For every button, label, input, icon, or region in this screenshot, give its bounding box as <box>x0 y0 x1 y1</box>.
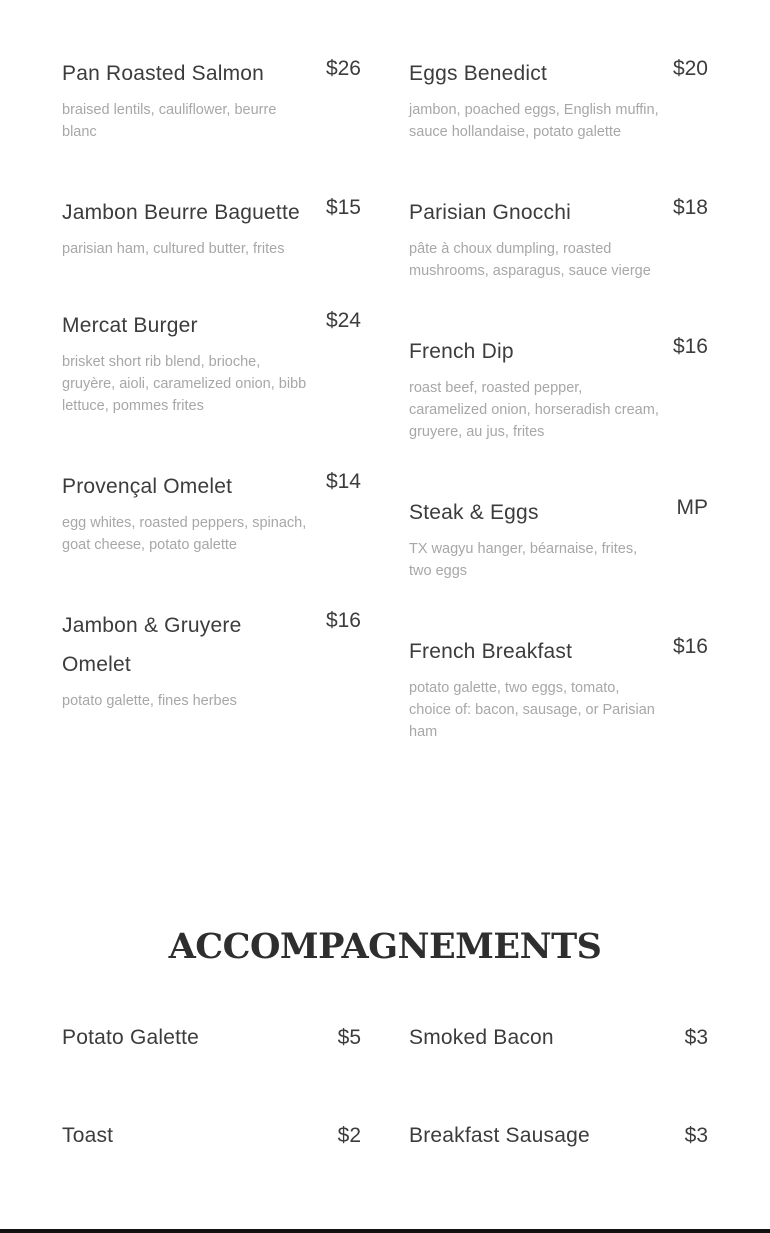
sides-right-column <box>409 1020 708 1216</box>
menu-item-header <box>409 632 708 671</box>
menu-item-description: jambon, poached eggs, English muffin, sauce hollandaise, potato galette <box>409 102 659 140</box>
menu-item-price: $15 <box>325 196 361 219</box>
menu-item <box>62 606 361 712</box>
section-title-accompagnements: ACCOMPAGNEMENTS <box>168 926 602 967</box>
menu-item-name: Steak & Eggs <box>409 501 539 524</box>
menu-item-description: braised lentils, cauliflower, beurre blanc <box>62 102 277 140</box>
menu-item-price: $24 <box>325 309 361 332</box>
menu-item-description: roast beef, roasted pepper, caramelized onion, horseradish cream, gruyere, au jus, frites <box>409 380 659 440</box>
menu-item-name: Parisian Gnocchi <box>409 201 571 224</box>
menu-item <box>62 467 361 556</box>
side-item <box>409 1020 708 1118</box>
menu-item-name: French Dip <box>409 340 514 363</box>
menu-item-description: potato galette, two eggs, tomato, choice of: bacon, sausage, or Parisian ham <box>409 680 655 740</box>
side-item-price: $5 <box>337 1026 361 1049</box>
menu-item-description: brisket short rib blend, brioche, gruyère, aioli, caramelized onion, bibb lettuce, pommes frites <box>62 354 307 414</box>
menu-item-name: Jambon Beurre Baguette <box>62 201 300 224</box>
menu-item <box>409 193 708 282</box>
menu-item-price: $18 <box>672 196 708 219</box>
side-item <box>62 1118 361 1216</box>
menu-item <box>62 306 361 417</box>
side-item-price: $3 <box>684 1026 708 1049</box>
side-item <box>62 1020 361 1118</box>
menu-item <box>62 54 361 143</box>
menu-item-price: $20 <box>672 57 708 80</box>
mains-right-column <box>409 54 708 793</box>
menu-item-name: Provençal Omelet <box>62 475 233 498</box>
menu-item-price: $26 <box>325 57 361 80</box>
menu-item <box>409 632 708 743</box>
sides-menu <box>62 1020 708 1216</box>
menu-item <box>409 332 708 443</box>
menu-item-description: parisian ham, cultured butter, frites <box>62 241 285 257</box>
menu-item-header <box>62 54 361 93</box>
side-item <box>409 1118 708 1216</box>
menu-item-header <box>62 467 361 506</box>
menu-item-name: Pan Roasted Salmon <box>62 62 265 85</box>
menu-item-description: egg whites, roasted peppers, spinach, goat cheese, potato galette <box>62 515 307 553</box>
menu-item-price: MP <box>676 496 708 519</box>
mains-left-column <box>62 54 361 793</box>
menu-item-header <box>409 54 708 93</box>
side-item-name: Potato Galette <box>62 1026 200 1049</box>
menu-item-name: French Breakfast <box>409 640 573 663</box>
side-item-name: Smoked Bacon <box>409 1026 554 1049</box>
menu-item-name: Eggs Benedict <box>409 62 548 85</box>
side-item-price: $2 <box>337 1124 361 1147</box>
menu-item-header <box>409 493 708 532</box>
bottom-divider <box>0 1229 770 1233</box>
side-item-name: Toast <box>62 1124 114 1147</box>
menu-item-price: $14 <box>325 470 361 493</box>
menu-item-price: $16 <box>672 335 708 358</box>
mains-menu <box>62 54 708 793</box>
menu-item-header <box>62 306 361 345</box>
menu-item-description: TX wagyu hanger, béarnaise, frites, two eggs <box>409 541 638 579</box>
menu-item-name: Jambon & Gruyere Omelet <box>62 614 242 676</box>
menu-item <box>409 493 708 582</box>
side-item-name: Breakfast Sausage <box>409 1124 590 1147</box>
menu-item-description: pâte à choux dumpling, roasted mushrooms, asparagus, sauce vierge <box>409 241 651 279</box>
menu-item <box>409 54 708 143</box>
menu-item-header <box>62 193 361 232</box>
menu-item-price: $16 <box>672 635 708 658</box>
menu-item-description: potato galette, fines herbes <box>62 693 237 709</box>
menu-item-price: $16 <box>325 609 361 632</box>
sides-left-column <box>62 1020 361 1216</box>
side-item-price: $3 <box>684 1124 708 1147</box>
menu-item-header <box>62 606 361 684</box>
menu-item-header <box>409 193 708 232</box>
menu-item-header <box>409 332 708 371</box>
menu-item-name: Mercat Burger <box>62 314 198 337</box>
menu-item <box>62 193 361 260</box>
